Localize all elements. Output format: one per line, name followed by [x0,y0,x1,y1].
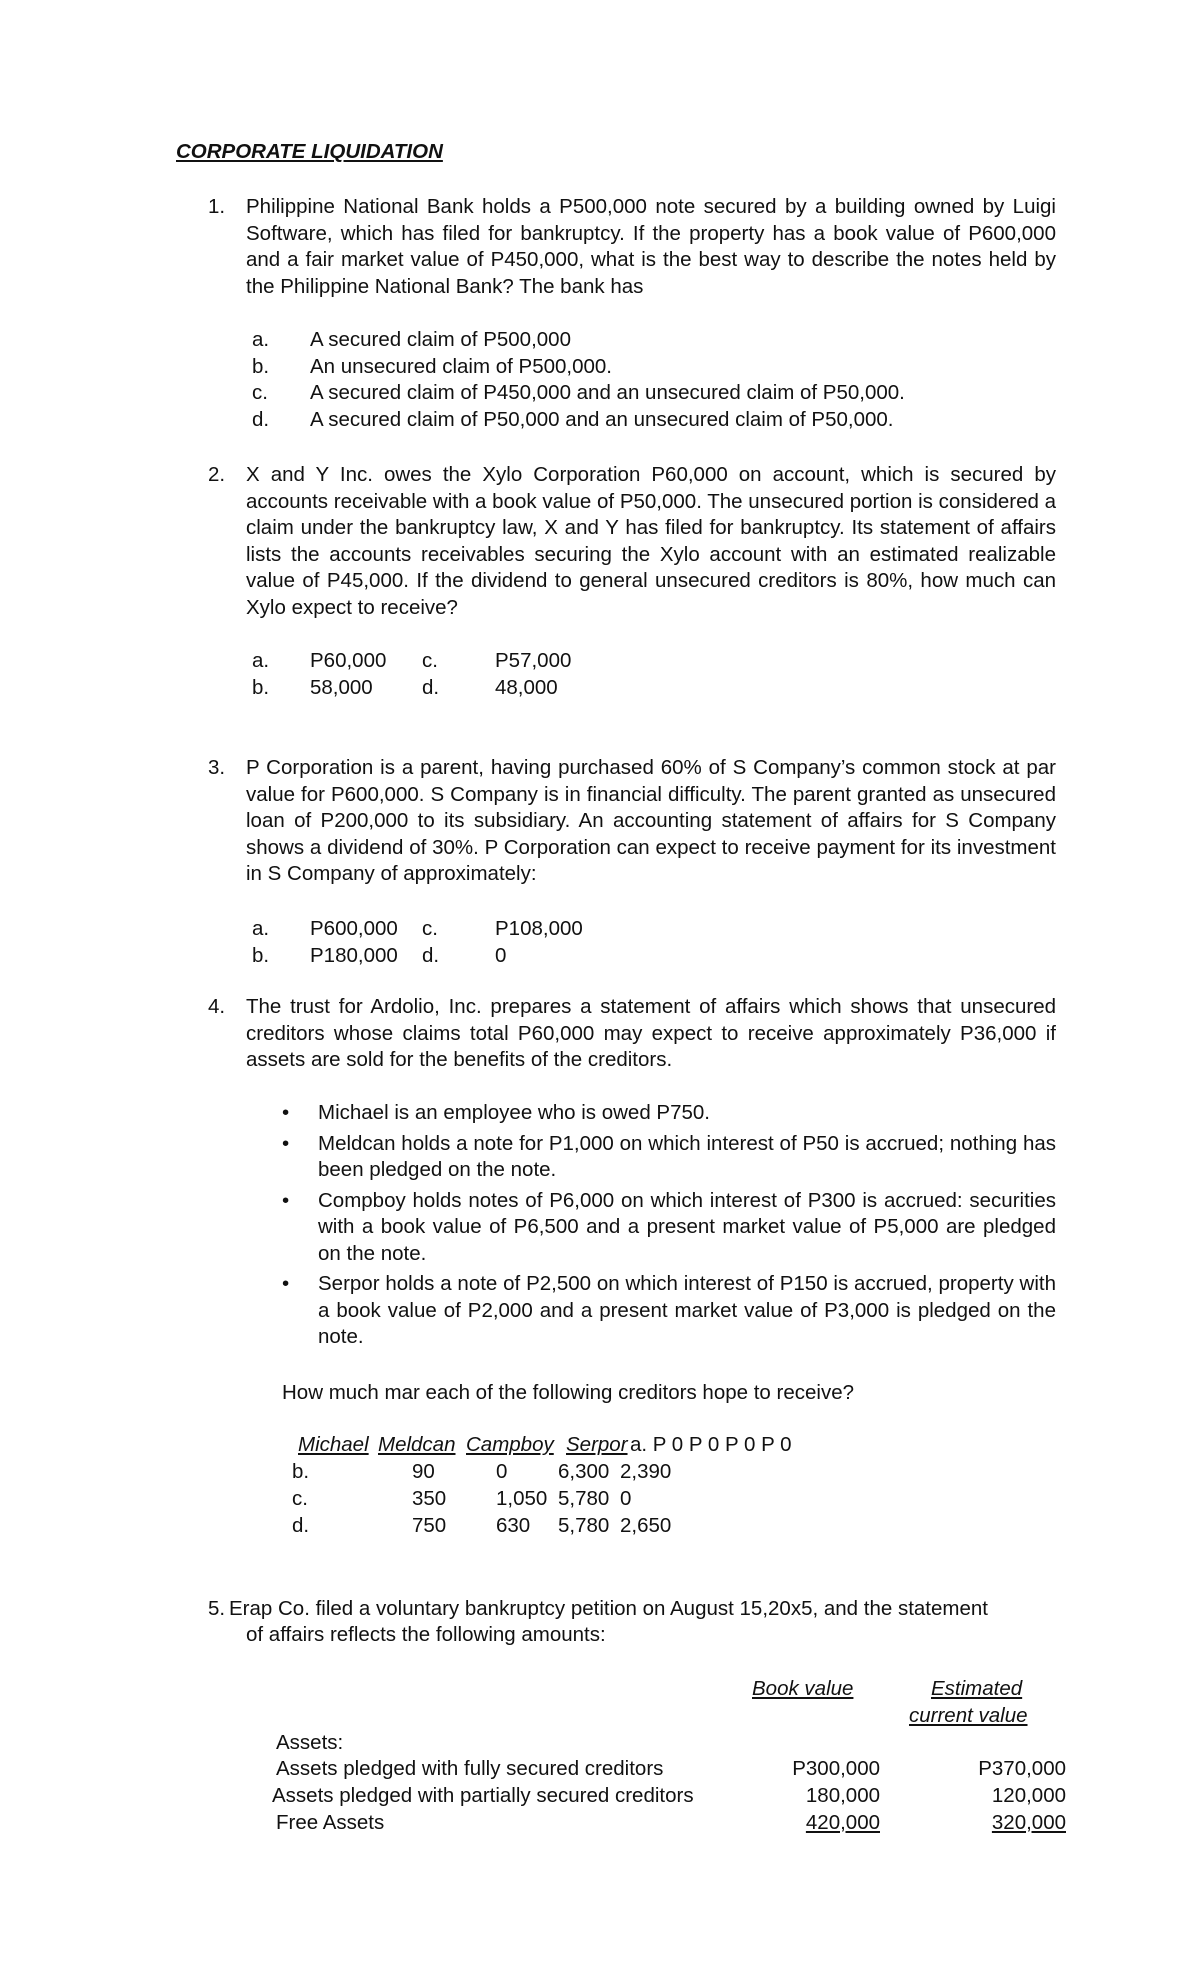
question-number: 1. [208,195,226,218]
cell-campboy: 6,300 [558,1460,610,1483]
column-header: Serpor [566,1433,628,1456]
question-1 [208,194,1056,300]
question-5-stem-line2: of affairs reflects the following amounts: [246,1623,606,1646]
option-letter: b. [252,944,270,967]
option-letter: c. [292,1487,308,1510]
option-row [252,943,652,970]
question-number: 3. [208,756,226,779]
asset-row-label: Free Assets [276,1811,385,1834]
column-header-book-value: Book value [752,1677,854,1700]
option-letter: b. [252,354,270,378]
column-header: Campboy [466,1433,554,1456]
question-stem: The trust for Ardolio, Inc. prepares a statement of affairs which shows that unsecured creditors whose claims total P60,000 may expect to receive approximately P36,000 if assets are sold for the benefits of the creditors. [246,995,1056,1071]
column-header-current-value: current value [909,1704,1028,1727]
table-row [290,1459,890,1486]
option-letter: b. [252,676,270,699]
bullet-marker: • [282,1101,290,1124]
bullet-marker: • [282,1131,290,1155]
section-label-assets: Assets: [276,1731,344,1754]
bullet-item [280,1100,1056,1127]
table-header-row [290,1432,890,1459]
cell-campboy: 5,780 [558,1487,610,1510]
option-d [252,407,1012,434]
option-row [252,648,652,675]
cell-serpor: 0 [620,1487,632,1510]
cell-meldcan: 1,050 [496,1487,548,1510]
column-header: Michael [298,1433,369,1456]
creditor-answer-table [290,1432,890,1540]
option-letter: a. [252,649,270,672]
cell-michael: 750 [412,1514,447,1537]
option-letter: d. [252,407,270,431]
table-row [290,1513,890,1540]
bullet-marker: • [282,1272,290,1295]
option-value: P180,000 [310,944,398,967]
question-stem: P Corporation is a parent, having purchased 60% of S Company’s common stock at par value for P600,000. S Company is in financial difficulty. The parent granted as unsecured loan of P200,000 to its subsidiary. An accounting statement of affairs for S Company shows a dividend of 30%. P Corporation can expect to receive payment for its investment in S Company of approximately: [246,756,1056,885]
option-text: An unsecured claim of P500,000. [310,354,612,378]
option-c [252,380,1012,407]
asset-row-estimated: 320,000 [991,1811,1066,1834]
bullet-item [280,1271,1056,1351]
option-text: A secured claim of P50,000 and an unsecured claim of P50,000. [310,407,894,431]
asset-row-book: P300,000 [792,1757,880,1780]
bullet-item [280,1131,1056,1184]
option-value: P600,000 [310,917,398,940]
option-b [252,354,1012,381]
option-value: 0 [495,944,507,967]
option-row [252,675,652,702]
page-title: CORPORATE LIQUIDATION [176,140,443,163]
cell-campboy: 5,780 [558,1514,610,1537]
bullet-text: Serpor holds a note of P2,500 on which interest of P150 is accrued, property with a book value of P2,000 and a present market value of P3,000 is pledged on the note. [318,1272,1056,1348]
question-stem: Philippine National Bank holds a P500,000 note secured by a building owned by Luigi Software, which has filed for bankruptcy. If the property has a book value of P600,000 and a fair market value of P450,000, what is the best way to describe the notes held by the Philippine National Bank? The bank has [246,195,1056,298]
question-1-options [252,327,1012,433]
column-header-estimated: Estimated [931,1677,1023,1700]
option-value: P108,000 [495,917,583,940]
bullet-text: Compboy holds notes of P6,000 on which interest of P300 is accrued: securities with a book value of P6,500 and a present market value of P5,000 are pledged on the note. [318,1188,1056,1265]
option-text: A secured claim of P450,000 and an unsecured claim of P50,000. [310,381,905,404]
question-3-options [252,916,652,970]
asset-row-book: 180,000 [805,1784,880,1807]
option-a-row: a. P 0 P 0 P 0 P 0 [630,1433,792,1456]
option-value: 58,000 [310,676,373,699]
option-letter: d. [292,1514,310,1537]
option-a [252,327,1012,354]
table-row [290,1486,890,1513]
creditor-bullet-list [280,1100,1056,1355]
option-letter: a. [252,917,270,940]
bullet-item [280,1188,1056,1268]
question-2 [208,462,1056,621]
cell-serpor: 2,650 [620,1514,672,1537]
option-letter: c. [422,649,438,672]
asset-row-estimated: P370,000 [978,1757,1066,1780]
option-letter: d. [422,676,440,699]
question-stem: X and Y Inc. owes the Xylo Corporation P60,000 on account, which is secured by accounts receivable with a book value of P50,000. The unsecured portion is considered a claim under the bankruptcy law, X and Y has filed for bankruptcy. Its statement of affairs lists the accounts receivables securing the Xylo account with an estimated realizable value of P45,000. If the dividend to general unsecured creditors is 80%, how much can Xylo expect to receive? [246,463,1056,619]
option-letter: c. [422,917,438,940]
question-number: 2. [208,463,226,486]
cell-michael: 350 [412,1487,447,1510]
question-5-number: 5. [208,1597,226,1620]
cell-meldcan: 0 [496,1460,508,1483]
question-2-options [252,648,652,702]
option-value: P60,000 [310,649,387,672]
option-letter: a. [252,328,270,351]
asset-row-label: Assets pledged with partially secured creditors [272,1784,694,1807]
question-4-prompt: How much mar each of the following creditors hope to receive? [282,1381,855,1404]
question-number: 4. [208,995,226,1018]
option-letter: d. [422,944,440,967]
bullet-marker: • [282,1188,290,1212]
bullet-text: Michael is an employee who is owed P750. [318,1101,710,1124]
cell-serpor: 2,390 [620,1460,672,1483]
asset-row-label: Assets pledged with fully secured creditors [276,1757,664,1780]
cell-michael: 90 [412,1460,435,1483]
option-value: 48,000 [495,676,558,699]
bullet-text: Meldcan holds a note for P1,000 on which interest of P50 is accrued; nothing has been pledged on the note. [318,1131,1056,1181]
column-header: Meldcan [378,1433,456,1456]
question-3 [208,755,1056,888]
option-letter: b. [292,1460,310,1483]
question-4 [208,994,1056,1074]
option-value: P57,000 [495,649,572,672]
asset-row-estimated: 120,000 [991,1784,1066,1807]
option-letter: c. [252,381,268,404]
option-text: A secured claim of P500,000 [310,328,571,351]
cell-meldcan: 630 [496,1514,531,1537]
option-row [252,916,652,943]
question-5-stem-line1: Erap Co. filed a voluntary bankruptcy petition on August 15,20x5, and the statement [229,1597,988,1620]
asset-row-book: 420,000 [805,1811,880,1834]
